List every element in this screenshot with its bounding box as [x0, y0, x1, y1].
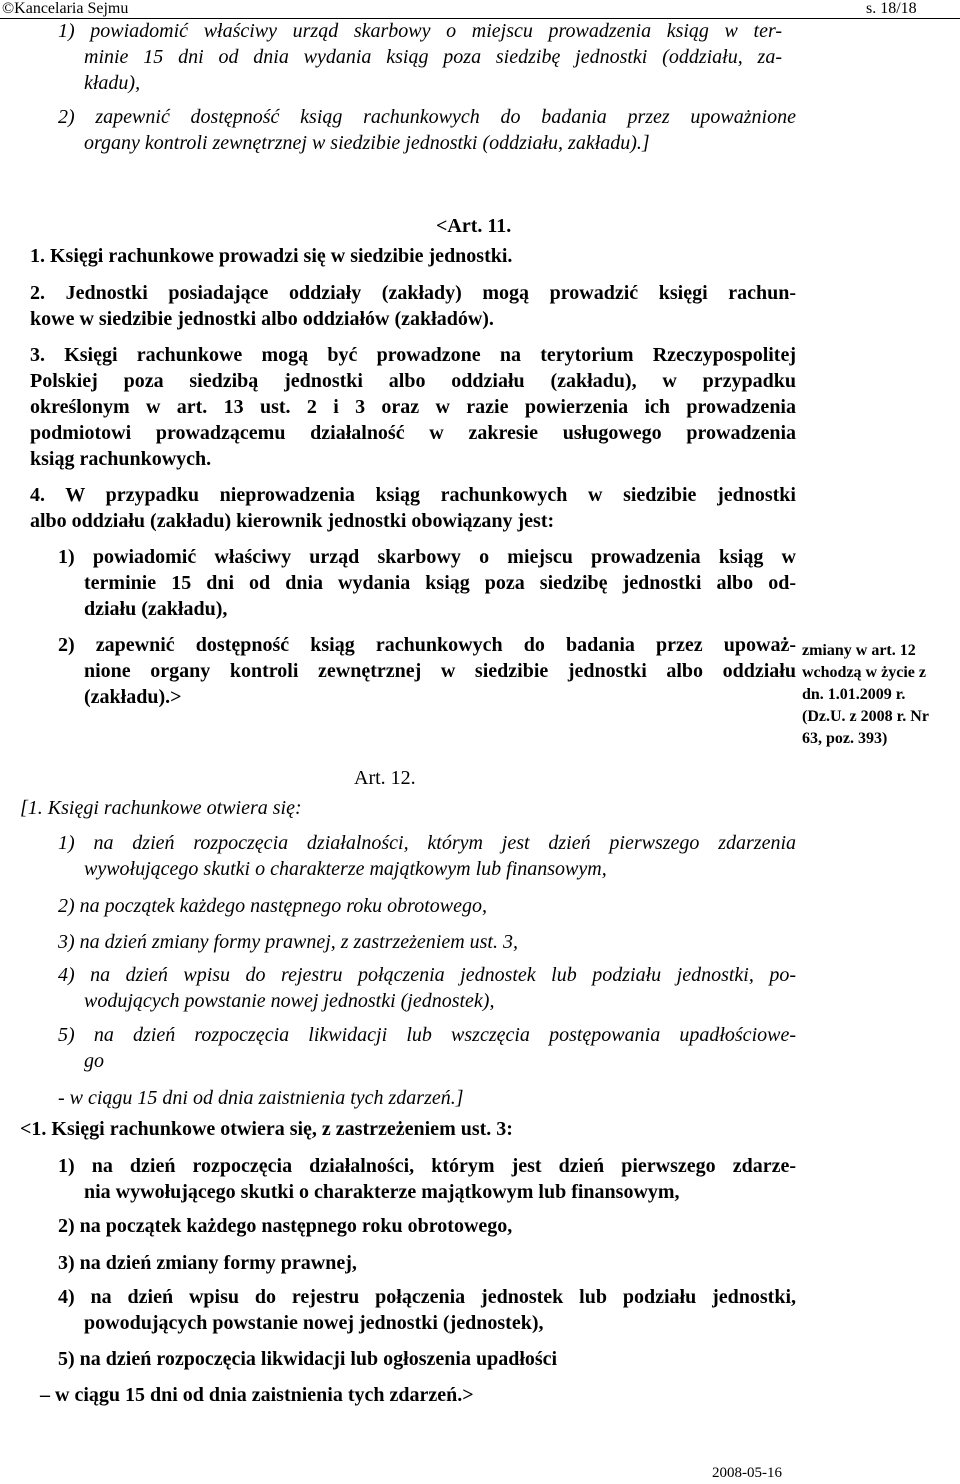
- footer-date: 2008-05-16: [712, 1465, 782, 1481]
- old-art12-point-3: 3) na dzień zmiany formy prawnej, z zastrzeżeniem ust. 3,: [58, 931, 518, 953]
- text-line: 1) powiadomić właściwy urząd skarbowy o miejscu prowadzenia ksiąg w: [58, 546, 796, 568]
- side-note-line: 63, poz. 393): [802, 730, 888, 747]
- text-line: 1) na dzień rozpoczęcia działalności, którym jest dzień pierwszego zdarzenia: [58, 832, 796, 854]
- new-art12-point-5: 5) na dzień rozpoczęcia likwidacji lub ogłoszenia upadłości: [58, 1348, 558, 1370]
- old-art12-tail: - w ciągu 15 dni od dnia zaistnienia tych zdarzeń.]: [58, 1087, 464, 1109]
- text-line: 2) zapewnić dostępność ksiąg rachunkowych do badania przez upoważ-: [58, 634, 796, 656]
- amendment-side-note: [802, 640, 960, 750]
- text-line: 4) na dzień wpisu do rejestru połączenia jednostek lub podziału jednostki, po-: [58, 964, 796, 986]
- new-art11-ust-1: 1. Księgi rachunkowe prowadzi się w siedzibie jednostki.: [30, 245, 513, 267]
- old-art12-point-5: [58, 1022, 796, 1074]
- text-line: wodujących powstanie nowej jednostki (jednostek),: [84, 990, 495, 1012]
- text-line: Polskiej poza siedzibą jednostki albo oddziału (zakładu), w przypadku: [30, 370, 796, 392]
- new-art12-point-1: [58, 1153, 796, 1205]
- text-line: terminie 15 dni od dnia wydania ksiąg poza siedzibę jednostki albo od-: [84, 572, 796, 594]
- text-line: organy kontroli zewnętrznej w siedzibie jednostki (oddziału, zakładu).]: [84, 132, 650, 154]
- new-art11-point-1: [58, 544, 796, 622]
- text-line: 4. W przypadku nieprowadzenia ksiąg rachunkowych w siedzibie jednostki: [30, 484, 796, 506]
- old-art12-title: Art. 12.: [354, 767, 416, 789]
- text-line: 5) na dzień rozpoczęcia likwidacji lub wszczęcia postępowania upadłościowe-: [58, 1024, 796, 1046]
- side-note-line: (Dz.U. z 2008 r. Nr: [802, 708, 929, 725]
- text-line: ksiąg rachunkowych.: [30, 448, 212, 470]
- text-line: 1) powiadomić właściwy urząd skarbowy o miejscu prowadzenia ksiąg w ter-: [58, 20, 782, 42]
- text-line: go: [84, 1050, 104, 1072]
- new-art12-tail: – w ciągu 15 dni od dnia zaistnienia tych zdarzeń.>: [40, 1384, 474, 1406]
- old-art12-point-2: 2) na początek każdego następnego roku obrotowego,: [58, 895, 487, 917]
- text-line: 4) na dzień wpisu do rejestru połączenia jednostek lub podziału jednostki,: [58, 1286, 796, 1308]
- side-note-line: dn. 1.01.2009 r.: [802, 686, 906, 703]
- text-line: nione organy kontroli zewnętrznej w siedzibie jednostki albo oddziału: [84, 660, 796, 682]
- new-art12-ust-1: <1. Księgi rachunkowe otwiera się, z zastrzeżeniem ust. 3:: [20, 1118, 513, 1140]
- new-art12-point-2: 2) na początek każdego następnego roku obrotowego,: [58, 1215, 513, 1237]
- side-note-line: zmiany w art. 12: [802, 642, 916, 659]
- new-art11-title: <Art. 11.: [436, 215, 512, 237]
- text-line: (zakładu).>: [84, 686, 182, 708]
- new-art11-ust-2: [30, 280, 796, 332]
- new-art11-ust-4: [30, 482, 796, 534]
- new-art11-ust-3: [30, 342, 796, 472]
- text-line: określonym w art. 13 ust. 2 i 3 oraz w razie powierzenia ich prowadzenia: [30, 396, 796, 418]
- text-line: kowe w siedzibie jednostki albo oddziałów (zakładów).: [30, 308, 494, 330]
- text-line: albo oddziału (zakładu) kierownik jednostki obowiązany jest:: [30, 510, 555, 532]
- text-line: 3. Księgi rachunkowe mogą być prowadzone na terytorium Rzeczypospolitej: [30, 344, 796, 366]
- old-art12-ust-1: [1. Księgi rachunkowe otwiera się:: [20, 797, 302, 819]
- old-art12-point-4: [58, 962, 796, 1014]
- text-line: nia wywołującego skutki o charakterze majątkowym lub finansowym,: [84, 1181, 680, 1203]
- text-line: 2. Jednostki posiadające oddziały (zakłady) mogą prowadzić księgi rachun-: [30, 282, 796, 304]
- new-art11-point-2: [58, 632, 796, 710]
- header-page-number: s. 18/18: [866, 0, 917, 17]
- text-line: minie 15 dni od dnia wydania ksiąg poza siedzibę jednostki (oddziału, za-: [84, 46, 782, 68]
- text-line: wywołującego skutki o charakterze majątkowym lub finansowym,: [84, 858, 607, 880]
- new-art12-point-4: [58, 1284, 796, 1336]
- text-line: powodujących powstanie nowej jednostki (jednostek),: [84, 1312, 544, 1334]
- text-line: 1) na dzień rozpoczęcia działalności, którym jest dzień pierwszego zdarze-: [58, 1155, 796, 1177]
- text-line: podmiotowi prowadzącemu działalność w zakresie usługowego prowadzenia: [30, 422, 796, 444]
- side-note-line: wchodzą w życie z: [802, 664, 926, 681]
- old-art12-point-1: [58, 830, 796, 882]
- text-line: 2) zapewnić dostępność ksiąg rachunkowych do badania przez upoważnione: [58, 106, 796, 128]
- old-art11-point-1: [58, 18, 782, 96]
- text-line: działu (zakładu),: [84, 598, 228, 620]
- header-source: ©Kancelaria Sejmu: [2, 0, 129, 17]
- text-line: kładu),: [84, 72, 141, 94]
- old-art11-point-2: [58, 104, 796, 156]
- new-art12-point-3: 3) na dzień zmiany formy prawnej,: [58, 1252, 357, 1274]
